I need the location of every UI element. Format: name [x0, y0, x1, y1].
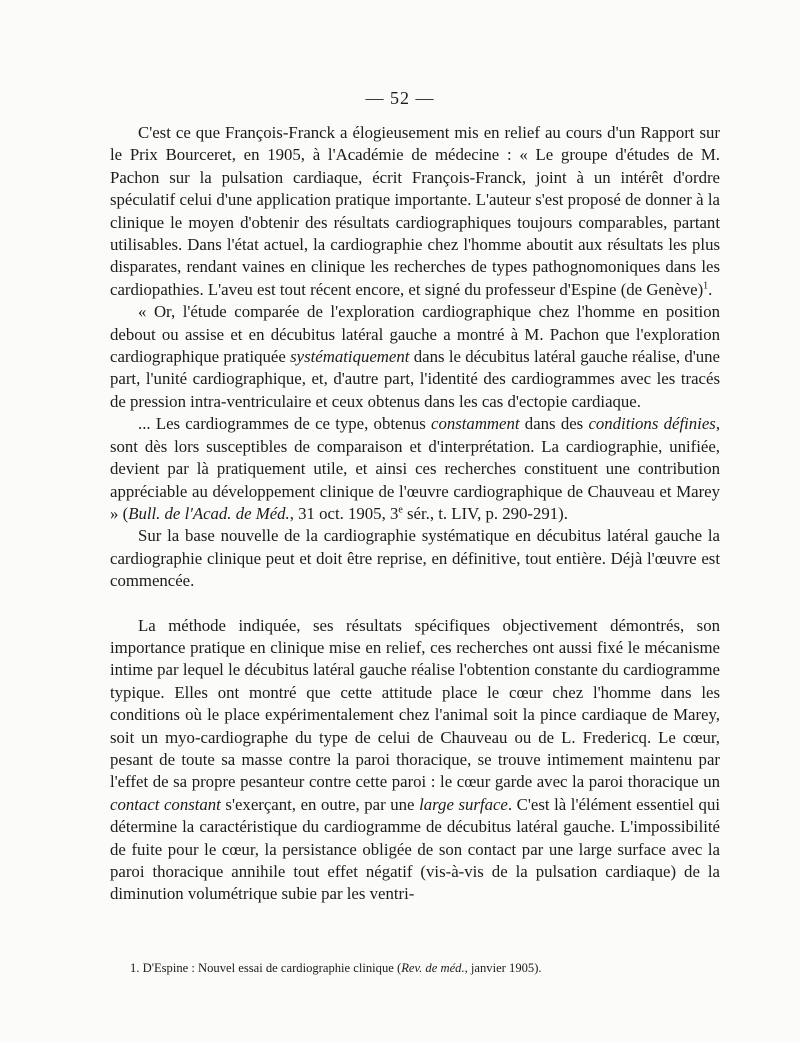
italic-term: conditions définies: [588, 414, 716, 434]
italic-term: systématiquement: [290, 347, 410, 367]
paragraph-text: dans des: [519, 414, 589, 434]
footnote-citation: Rev. de méd.: [401, 961, 465, 975]
paragraph-text: Sur la base nouvelle de la cardiographie systématique en décubitus latéral gauche la cardiographie clinique peut et doit être reprise, en définitive, tout entière. Déjà l'œuvre est commencée.: [110, 526, 720, 591]
footnote: [130, 960, 720, 976]
paragraph-text: dans le décubitus latéral gauche réalise, d'une part, l'unité cardiographique, et, d'autre part, l'identité des cardiogrammes avec les tracés de pression intra-ventriculaire et ceux obtenus dans les cas d'ectopie cardiaque.: [110, 347, 720, 411]
page-number: — 52 —: [365, 88, 435, 108]
footnote-text: 1. D'Espine : Nouvel essai de cardiographie clinique (: [130, 961, 402, 975]
paragraph-text: .: [708, 279, 713, 299]
paragraph-text: , sont dès lors susceptibles de comparaison et d'interprétation. La cardiographie, unifiée, devient par là pratiquement utile, et ainsi ces recherches constituent une contribution appréciable au développement clinique de l'œuvre cardiographique de Chauveau et Marey » (: [110, 414, 721, 523]
body-text: [110, 122, 720, 906]
footnote-marker: 1: [703, 280, 709, 292]
superscript: e: [398, 504, 403, 516]
italic-term: large surface: [419, 794, 508, 814]
paragraph-5: [110, 615, 720, 906]
paragraph-text: . C'est là l'élément essentiel qui détermine la caractéristique du cardiogramme de décubitus latéral gauche. L'impossibilité de fuite pour le cœur, la persistance obligée de son contact par une large surface avec la paroi thoracique annihile tout effet négatif (vis-à-vis de la pulsation cardiaque) de la diminution volumétrique subie par les ventri-: [110, 794, 720, 904]
paragraph-4: [110, 525, 720, 592]
paragraph-3: [110, 413, 720, 525]
paragraph-text: sér., t. LIV, p. 290-291).: [402, 503, 568, 523]
paragraph-text: s'exerçant, en outre, par une: [220, 794, 420, 814]
paragraph-text: , 31 oct. 1905, 3: [289, 503, 399, 523]
italic-term: constamment: [431, 414, 520, 434]
citation-title: Bull. de l'Acad. de Méd.: [128, 503, 290, 523]
paragraph-1: [110, 122, 720, 301]
footnote-text: , janvier 1905).: [464, 961, 542, 975]
paragraph-text: « Or, l'étude comparée de l'exploration cardiographique chez l'homme en position debout ou assise et en décubitus latéral gauche a montré à M. Pachon que l'exploration cardiographique pratiquée: [110, 302, 720, 367]
paragraph-text: C'est ce que François-Franck a élogieusement mis en relief au cours d'un Rapport sur le Prix Bourceret, en 1905, à l'Académie de médecine : « Le groupe d'études de M. Pachon sur la pulsation cardiaque, écrit François-Franck, joint à un intérêt d'ordre spéculatif celui d'une application pratique importante. L'auteur s'est proposé de donner à la clinique le moyen d'obtenir des résultats cardiographiques toujours comparables, partant utilisables. Dans l'état actuel, la cardiographie chez l'homme aboutit aux résultats les plus disparates, rendant vaines en clinique les recherches de types pathognomoniques dans les cardiopathies. L'aveu est tout récent encore, et signé du professeur d'Espine (de Genève): [110, 123, 720, 299]
paragraph-text: La méthode indiquée, ses résultats spécifiques objectivement démontrés, son importance pratique en clinique mise en relief, ces recherches ont aussi fixé le mécanisme intime par lequel le décubitus latéral gauche réalise l'obtention constante du cardiogramme typique. Elles ont montré que cette attitude place le cœur chez l'homme dans les conditions où le place expérimentalement chez l'animal soit la pince cardiaque de Marey, soit un myo-cardiographe du type de celui de Chauveau ou de L. Fredericq. Le cœur, pesant de toute sa masse contre la paroi thoracique, se trouve intimement maintenu par l'effet de sa propre pesanteur contre cette paroi : le cœur garde avec la paroi thoracique un: [110, 615, 720, 792]
paragraph-2: [110, 301, 720, 413]
paragraph-text: ... Les cardiogrammes de ce type, obtenus: [138, 414, 431, 434]
italic-term: contact constant: [110, 794, 221, 814]
